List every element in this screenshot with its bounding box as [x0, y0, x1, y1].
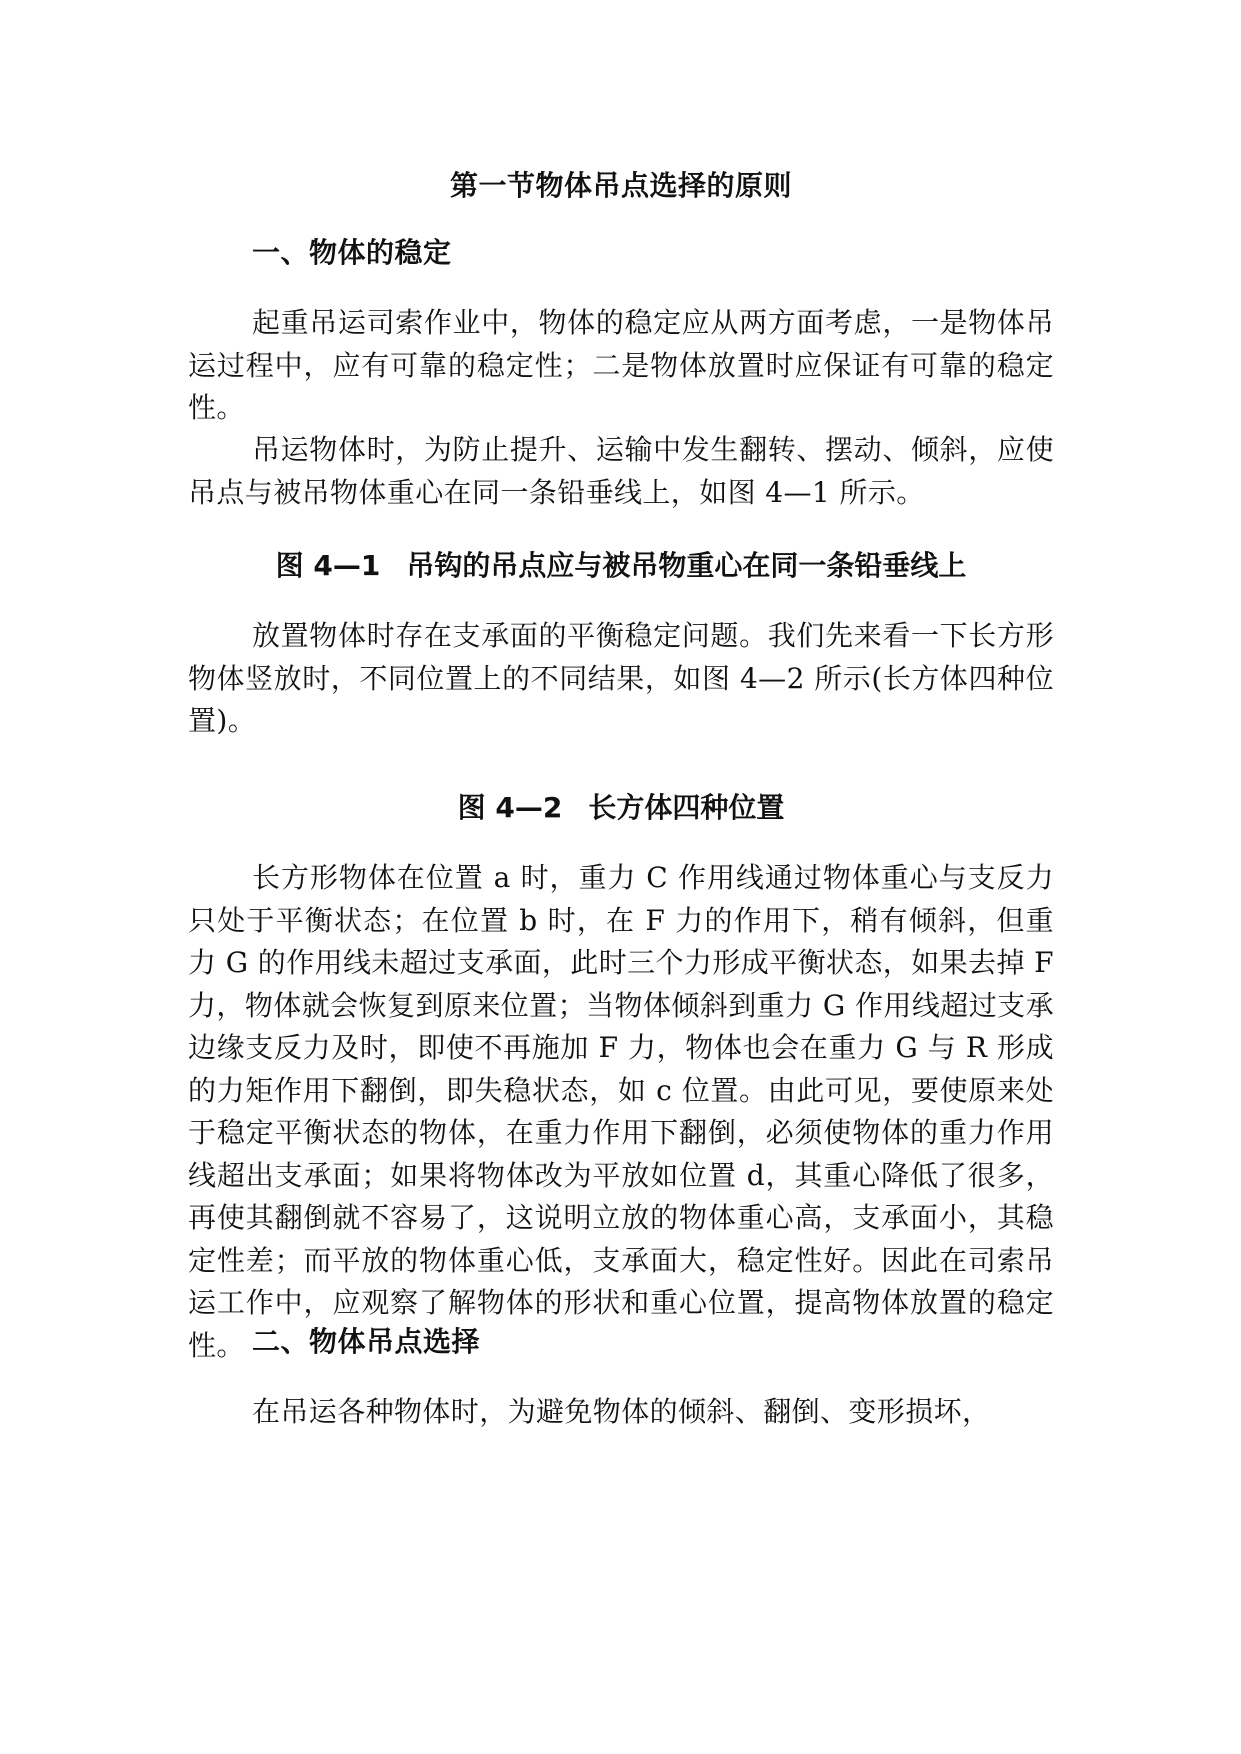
- subsection-heading-stability: 一、物体的稳定: [252, 236, 452, 269]
- figure-caption-text: 长方体四种位置: [588, 791, 785, 824]
- paragraph-lifting-points-start: 在吊运各种物体时，为避免物体的倾斜、翻倒、变形损坏，: [252, 1395, 991, 1428]
- section-title: 第一节物体吊点选择的原则: [449, 169, 792, 202]
- figure-caption-4-2: [188, 788, 1054, 828]
- paragraph-support-balance: 放置物体时存在支承面的平衡稳定问题。我们先来看一下长方形物体竖放时，不同位置上的不同结果，如图 4—2 所示(长方体四种位置)。: [188, 619, 1054, 737]
- figure-caption-4-1: [188, 546, 1054, 586]
- figure-number: 图 4—1: [275, 549, 381, 582]
- paragraph-stability-intro: 起重吊运司索作业中，物体的稳定应从两方面考虑，一是物体吊运过程中，应有可靠的稳定性；二是物体放置时应保证有可靠的稳定性。: [188, 306, 1054, 424]
- paragraph-lifting-alignment: 吊运物体时，为防止提升、运输中发生翻转、摆动、倾斜，应使吊点与被吊物体重心在同一条铅垂线上，如图 4—1 所示。: [188, 433, 1054, 509]
- figure-number: 图 4—2: [457, 791, 563, 824]
- figure-caption-text: 吊钩的吊点应与被吊物重心在同一条铅垂线上: [406, 549, 967, 582]
- subsection-heading-lifting-points: 二、物体吊点选择: [252, 1325, 481, 1358]
- paragraph-cuboid-positions: 长方形物体在位置 a 时，重力 C 作用线通过物体重心与支反力只处于平衡状态；在位置 b 时，在 F 力的作用下，稍有倾斜，但重力 G 的作用线未超过支承面，此时三个力形成平衡状态，如果去掉 F 力，物体就会恢复到原来位置；当物体倾斜到重力 G 作用线超过支承边缘支反力及时，即使不再施加 F 力，物体也会在重力 G 与 R 形成的力矩作用下翻倒，即失稳状态，如 c 位置。由此可见，要使原来处于稳定平衡状态的物体，在重力作用下翻倒，必须使物体的重力作用线超出支承面；如果将物体改为平放如位置 d，其重心降低了很多，再使其翻倒就不容易了，这说明立放的物体重心高，支承面小，其稳定性差；而平放的物体重心低，支承面大，稳定性好。因此在司索吊运工作中，应观察了解物体的形状和重心位置，提高物体放置的稳定性。: [188, 861, 1054, 1362]
